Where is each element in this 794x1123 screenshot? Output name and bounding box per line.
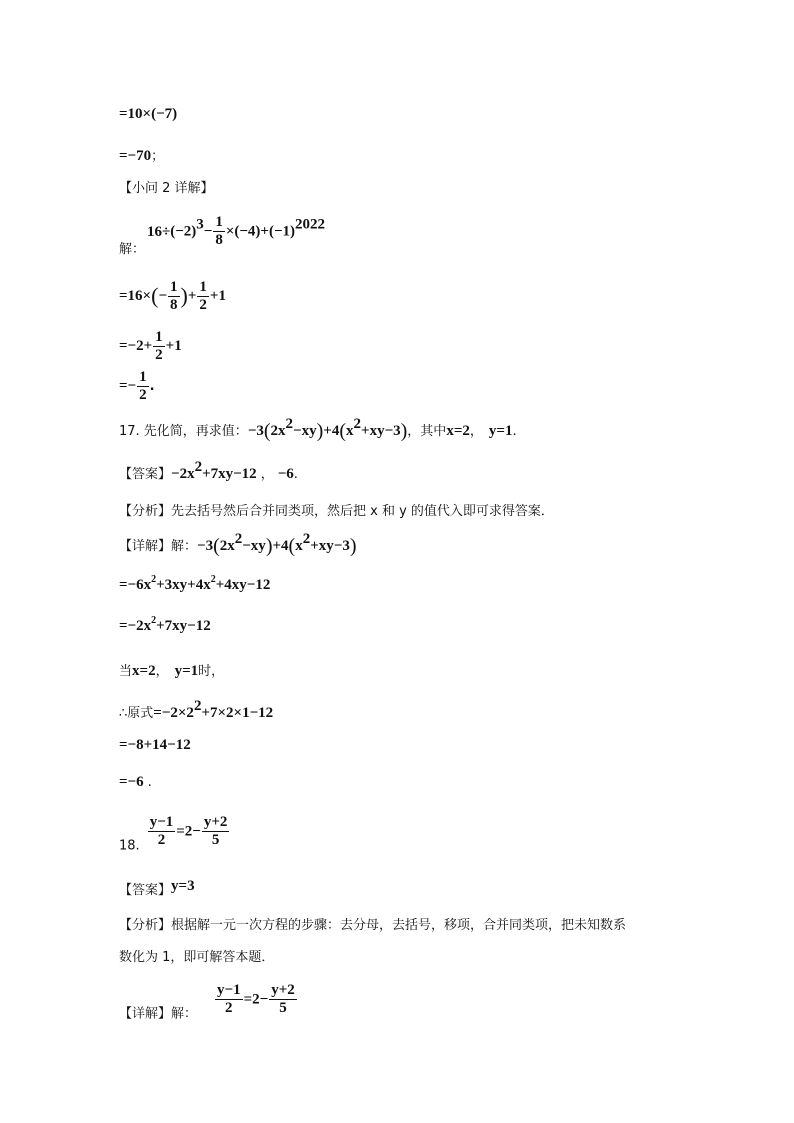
answer-17: 【答案】$-2x^2+7xy-12$ ， −6. [119,459,298,482]
answer-18: 【答案】y=3 [119,878,195,898]
q17-step-5: =−6 . [119,774,152,790]
section-heading-q2: 【小问 2 详解】 [119,181,214,196]
q17-step-4: =−8+14−12 [119,737,191,753]
detail-18: 【详解】解： $\frac{y-1}{2}$ =2− $\frac{y+2}{5}$ [119,982,295,1022]
q17-step-3: ∴原式$=-2\times 2^2+7\times 2\times 1-12$ [119,698,274,721]
q17-step-2: $=-2x^2+7xy-12$ [119,615,211,634]
step-line-1: =10×(−7) [119,106,178,122]
analysis-17: 【分析】先去括号然后合并同类项，然后把 x 和 y 的值代入即可求得答案． [119,504,554,519]
solution-label: 解： [119,242,146,257]
question-18: 18. $\frac{y-1}{2}$ =2− $\frac{y+2}{5}$ [119,814,228,854]
step-line-2: =−70； [119,148,165,164]
analysis-18-line-1: 【分析】根据解一元一次方程的步骤：去分母，去括号，移项，合并同类项，把未知数系 [119,918,627,933]
q17-step-1: $=-6x^2+3xy+4x^2+4xy-12$ [119,574,271,593]
q2-step-3: =− $\frac{1}{2}$ . [119,369,155,403]
detail-17: 【详解】解：$-3(2x^2-xy)+4(x^2+xy-3)$ [119,531,357,557]
q2-expression: $16\div(-2)^3-$ $\frac{1}{8}$ $\times(-4)+(-1)^{2022}$ [147,214,326,248]
q2-step-2: =−2+ $\frac{1}{2}$ +1 [119,329,182,363]
q2-step-1: =16×(− $\frac{1}{8}$ )+ $\frac{1}{2}$ +1 [119,279,226,313]
analysis-18-line-2: 数化为 1，即可解答本题． [119,950,275,965]
question-17: 17. 先化简，再求值：$-3(2x^2-xy)+4(x^2+xy-3)$，其中x=2， y=1. [119,416,517,442]
q17-substitution: 当x=2， y=1时， [119,663,225,679]
